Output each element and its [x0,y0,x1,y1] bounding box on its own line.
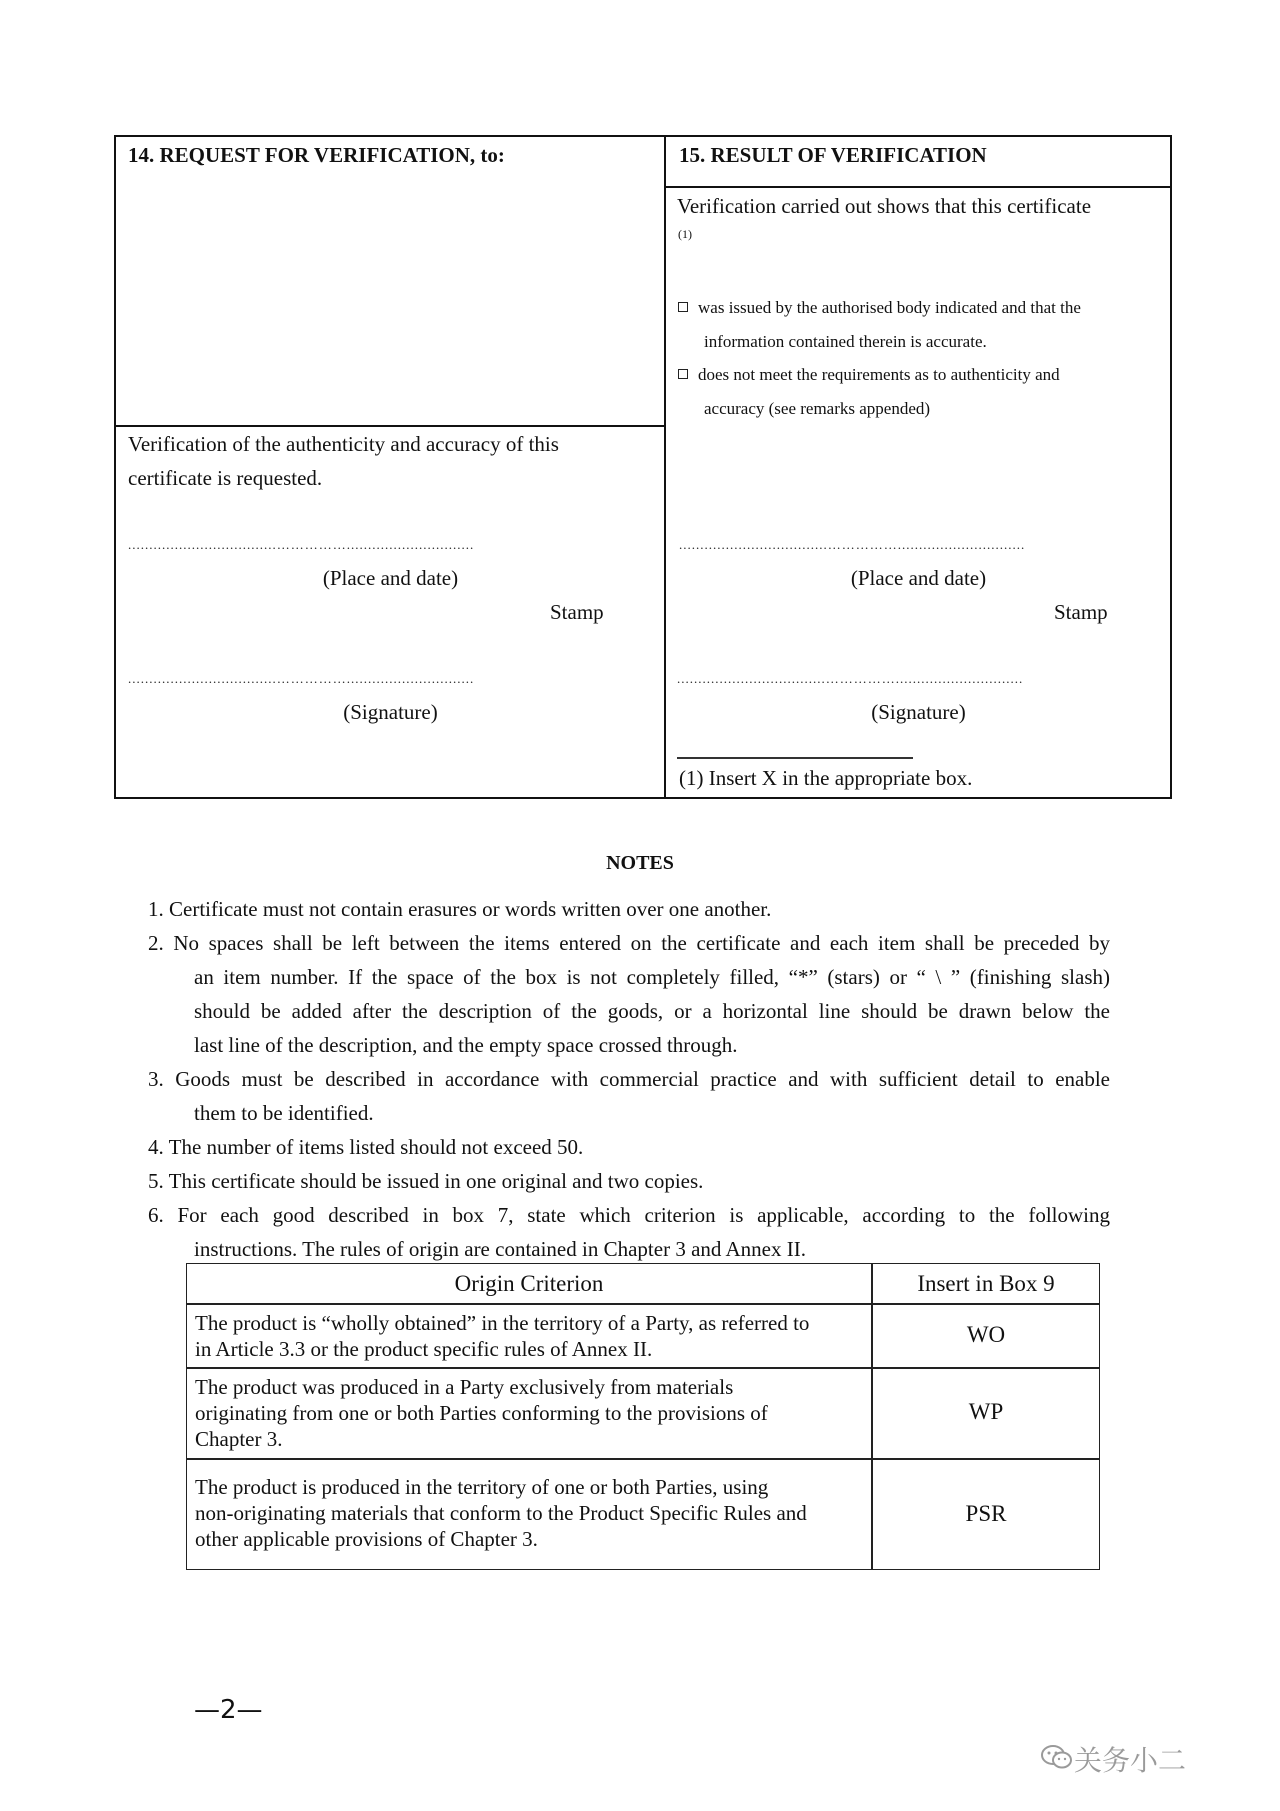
note-3-line2: them to be identified. [194,1101,374,1125]
header-insert-in-box-9: Insert in Box 9 [917,1271,1055,1296]
note-5: 5. This certificate should be issued in one original and two copies. [148,1169,704,1193]
box15-stamp-label: Stamp [1054,600,1108,624]
watermark-text: 关务小二 [1074,1744,1187,1777]
row-3-line3: other applicable provisions of Chapter 3. [195,1527,538,1551]
row-2-line3: Chapter 3. [195,1427,283,1451]
notes-title: NOTES [606,852,674,874]
table-row-2-criterion [195,1374,867,1452]
box15-signature-label: (Signature) [871,700,966,724]
box14-signature-line: ...................................…………….............................. [128,671,475,686]
box15-footnote: (1) Insert X in the appropriate box. [679,766,973,790]
checkbox-issued[interactable] [678,302,688,312]
option-not-meet-line1: does not meet the requirements as to authenticity and [698,365,1060,384]
row-3-line1: The product is produced in the territory of one or both Parties, using [195,1475,769,1499]
row-2-line1: The product was produced in a Party exclusively from materials [195,1375,734,1399]
row-3-line2: non-originating materials that conform to the Product Specific Rules and [195,1501,807,1525]
box15-place-date-label: (Place and date) [850,566,987,590]
note-2-line1: 2. No spaces shall be left between the items entered on the certificate and each item shall be preceded by [148,931,1110,955]
box15-place-date-line: ...................................…………….............................. [679,537,1026,552]
row-1-line1: The product is “wholly obtained” in the territory of a Party, as referred to [195,1311,810,1335]
origin-criterion-table [186,1263,1100,1570]
note-2-line2: an item number. If the space of the box is not completely filled, “*” (stars) or “ \ ” (finishing slash) [194,965,1110,989]
table-row-3-criterion [195,1474,867,1552]
table-header-divider [187,1303,1099,1305]
box14-signature-label: (Signature) [343,700,438,724]
row-2-line2: originating from one or both Parties conforming to the provisions of [195,1401,768,1425]
option-not-meet-line2: accuracy (see remarks appended) [704,399,931,418]
box15-option-not-meet [678,358,1060,392]
table-row-1-code: WO [966,1322,1006,1347]
box15-divider [665,186,1172,188]
note-6-line2: instructions. The rules of origin are contained in Chapter 3 and Annex II. [194,1237,806,1261]
box15-title: 15. RESULT OF VERIFICATION [679,143,987,167]
box14-title: 14. REQUEST FOR VERIFICATION, to: [128,143,505,167]
option-issued-line2: information contained therein is accurate. [704,332,987,351]
note-4: 4. The number of items listed should not exceed 50. [148,1135,584,1159]
box14-stamp-label: Stamp [550,600,604,624]
wechat-icon [1040,1744,1074,1770]
box14-place-date-label: (Place and date) [322,566,459,590]
checkbox-not-meet[interactable] [678,369,688,379]
box14-place-date-line: ...................................…………….............................. [128,537,475,552]
note-6-line1: 6. For each good described in box 7, state which criterion is applicable, according to the following [148,1203,1110,1227]
box14-request-line1: Verification of the authenticity and accuracy of this [128,432,559,456]
box15-footnote-ref: (1) [678,227,692,241]
note-3-line1: 3. Goods must be described in accordance with commercial practice and with sufficient detail to enable [148,1067,1110,1091]
note-2-line4: last line of the description, and the empty space crossed through. [194,1033,738,1057]
verification-form [114,135,1172,799]
option-issued-line1: was issued by the authorised body indicated and that the [698,298,1081,317]
table-row-1-criterion [195,1310,867,1362]
page-number: —2— [194,1695,263,1725]
box14-request-line2: certificate is requested. [128,466,323,490]
note-2-line3: should be added after the description of the goods, or a horizontal line should be drawn below the [194,999,1110,1023]
table-row-divider [187,1458,1099,1460]
table-row-divider [187,1367,1099,1369]
note-1: 1. Certificate must not contain erasures or words written over one another. [148,897,772,921]
table-row-2-code: WP [968,1399,1004,1424]
box15-intro: Verification carried out shows that this certificate [677,194,1092,218]
footnote-rule [677,757,913,759]
table-row-3-code: PSR [965,1501,1007,1526]
box15-option-issued [678,291,1081,325]
box15-signature-line: ...................................…………….............................. [677,671,1024,686]
header-origin-criterion: Origin Criterion [454,1271,604,1296]
row-1-line2: in Article 3.3 or the product specific rules of Annex II. [195,1337,653,1361]
